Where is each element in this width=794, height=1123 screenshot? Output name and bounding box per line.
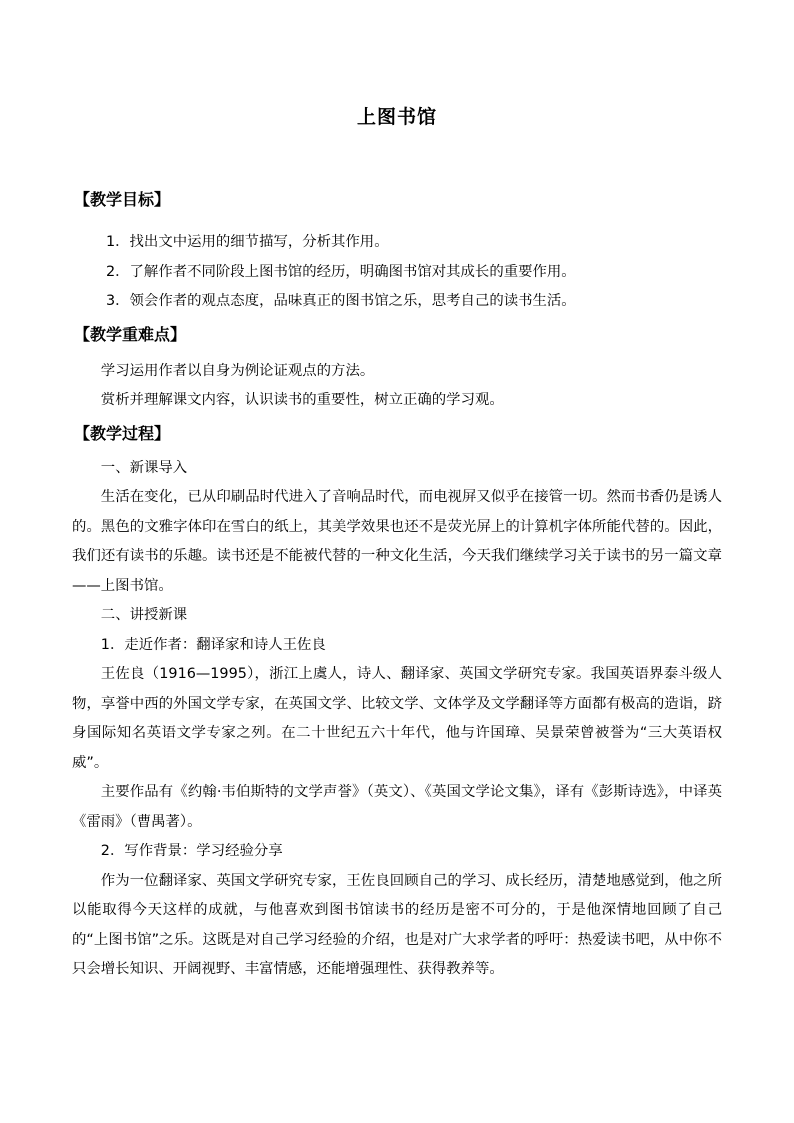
document-body: [72, 186, 722, 985]
subheading-intro: 一、新课导入: [100, 459, 188, 476]
paragraph-author-bio: 王佐良（1916—1995），浙江上虞人，诗人、翻译家、英国文学研究专家。我国英语界泰斗级人物，享誉中西的外国文学专家，在英国文学、比较文学、文体学及文学翻译等方面都有极高的造诣，跻身国际知名英语文学专家之列。在二十世纪五六十年代，他与许国璋、吴景荣曾被誉为“三大英语权威”。: [72, 666, 722, 771]
paragraph-background: 作为一位翻译家、英国文学研究专家，王佐良回顾自己的学习、成长经历，清楚地感觉到，他之所以能取得今天这样的成就，与他喜欢到图书馆读书的经历是密不可分的，于是他深情地回顾了自己的“上图书馆”之乐。这既是对自己学习经验的介绍，也是对广大求学者的呼吁：热爱读书吧，从中你不只会增长知识、开阔视野、丰富情感，还能增强理性、获得教养等。: [72, 872, 722, 977]
objectives-list: [72, 228, 722, 317]
objective-item: 2．了解作者不同阶段上图书馆的经历，明确图书馆对其成长的重要作用。: [106, 263, 576, 280]
keypoints-list: [72, 357, 722, 416]
subheading-author: 1．走近作者：翻译家和诗人王佐良: [100, 636, 326, 653]
subheading-new-lesson: 二、讲授新课: [100, 607, 188, 623]
subheading-background: 2．写作背景：学习经验分享: [100, 843, 283, 859]
section-heading-keypoints: 【教学重难点】: [74, 324, 187, 344]
objective-item: 3．领会作者的观点态度，品味真正的图书馆之乐，思考自己的读书生活。: [106, 293, 576, 309]
section-heading-objectives: 【教学目标】: [74, 190, 171, 209]
paragraph-author-works: 主要作品有《约翰·韦伯斯特的文学声誉》（英文）、《英国文学论文集》，译有《彭斯诗选》，中译英《雷雨》（曹禺著）。: [72, 784, 722, 830]
document-title: 上图书馆: [356, 106, 437, 128]
section-heading-process: 【教学过程】: [74, 423, 171, 443]
keypoint-item: 学习运用作者以自身为例论证观点的方法。: [100, 362, 375, 379]
paragraph-intro: 生活在变化，已从印刷品时代进入了音响品时代，而电视屏又似乎在接管一切。然而书香仍是诱人的。黑色的文雅字体印在雪白的纸上，其美学效果也还不是荧光屏上的计算机字体所能代替的。因此，我们还有读书的乐趣。读书还是不能被代替的一种文化生活，今天我们继续学习关于读书的另一篇文章——上图书馆。: [72, 489, 722, 594]
objective-item: 1．找出文中运用的细节描写，分析其作用。: [106, 234, 389, 250]
process-content: [72, 454, 722, 985]
keypoint-item: 赏析并理解课文内容，认识读书的重要性，树立正确的学习观。: [100, 392, 504, 408]
